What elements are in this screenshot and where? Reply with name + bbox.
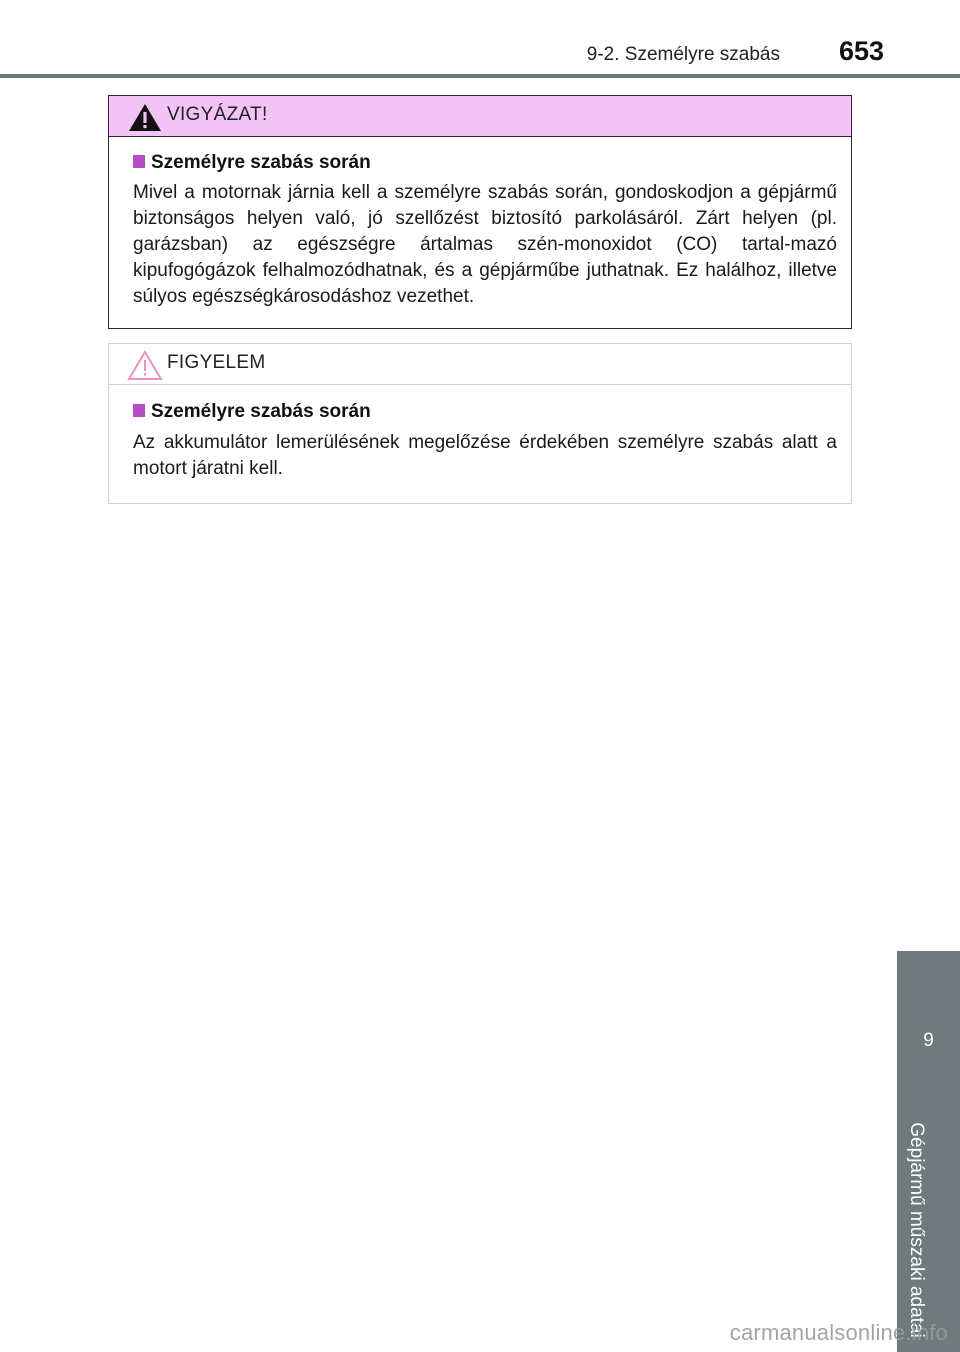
chapter-number: 9 <box>923 1030 934 1051</box>
section-title: 9-2. Személyre szabás <box>586 44 780 65</box>
watermark: carmanualsonline.info <box>729 1320 948 1345</box>
caution-triangle-outline-icon <box>127 349 163 381</box>
warning-box <box>108 95 852 329</box>
notice-item-body: Az akkumulátor lemerülésének megelőzése érdekében személyre szabás alatt a motort járatni kell. <box>133 432 837 479</box>
notice-item-title-text: Személyre szabás során <box>151 401 371 422</box>
warning-box-header <box>109 96 851 137</box>
bullet-square-icon <box>133 404 145 417</box>
page-number: 653 <box>838 36 884 66</box>
warning-item-title-text: Személyre szabás során <box>151 152 371 173</box>
notice-item-title <box>133 401 371 423</box>
warning-label: VIGYÁZAT! <box>167 104 268 125</box>
page-header <box>0 0 960 80</box>
notice-box <box>108 343 852 504</box>
notice-box-header <box>109 344 851 385</box>
notice-label: FIGYELEM <box>167 352 266 373</box>
warning-item-body: Mivel a motornak járnia kell a személyre szabás során, gondoskodjon a gépjármű biztonságos helyen való, jó szellőzést biztosító parkolásáról. Zárt helyen (pl. garázsban) az egészségre ártalmas szén-monoxidot (CO) tartal-mazó kipufogógázok felhalmozódhatnak, és a gépjárműbe juthatnak. Ez halálhoz, illetve súlyos egészségkárosodáshoz vezethet. <box>133 182 837 307</box>
bullet-square-icon <box>133 155 145 168</box>
header-rule <box>0 74 960 78</box>
chapter-title: Gépjármű műszaki adatai <box>906 1122 927 1338</box>
warning-triangle-icon <box>127 101 163 133</box>
warning-item-title <box>133 152 371 174</box>
